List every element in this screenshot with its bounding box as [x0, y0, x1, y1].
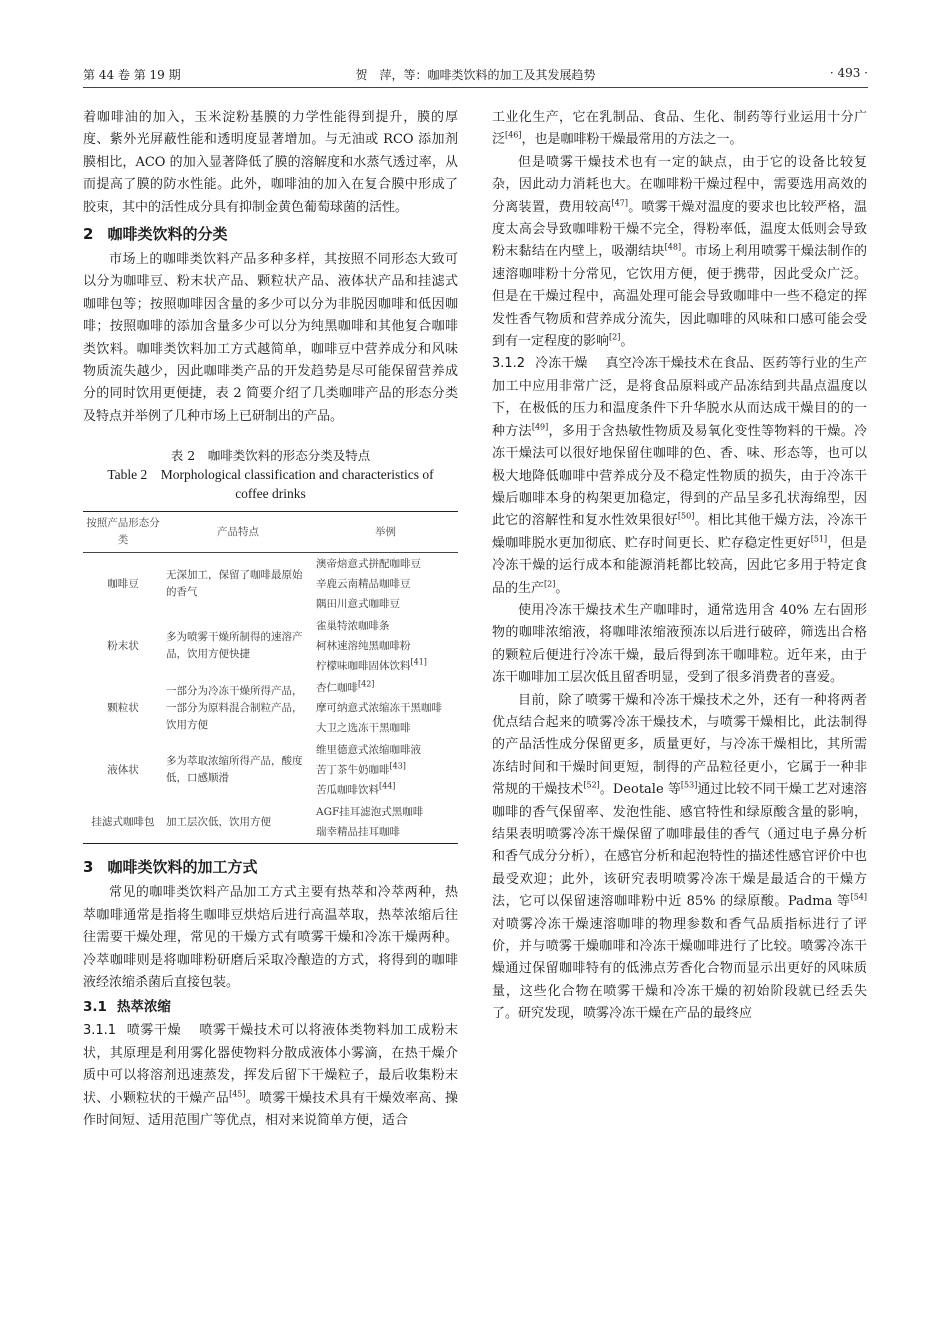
paragraph: 目前，除了喷雾干燥和冷冻干燥技术之外，还有一种将两者优点结合起来的喷雾冷冻干燥技术，与喷雾干燥相比，此法制得的产品活性成分保留更多，质量更好，与冷冻干燥相比，其所需冻结时间和干燥时间更短，制得的产品粒径更小，它属于一种非常规的干燥技术[52]。Deotale 等[53]通过比较不同干燥工艺对速溶咖啡的香气保留率、发泡性能、感官特性和绿原酸含量的影响，结果表明喷雾冷冻干燥保留了咖啡最佳的香气（通过电子鼻分析和香气成分分析），在感官分析和起泡特性的描述性感官评价中也最受欢迎；此外，该研究表明喷雾冷冻干燥是最适合的干燥方法，它可以保留速溶咖啡粉中近 85% 的绿原酸。Padma 等[54]对喷雾冷冻干燥速溶咖啡的物理参数和香气品质指标进行了评价，并与喷雾干燥咖啡和冷冻干燥咖啡进行了比较。喷雾冷冻干燥通过保留咖啡特有的低沸点芳香化合物而显示出更好的风味质量，这些化合物在喷雾干燥和冷冻干燥的初始阶段就已经丢失了。研究发现，喷雾冷冻干燥在产品的最终应 [492, 692, 867, 1022]
example-item: 苦丁茶牛奶咖啡[43] [316, 761, 406, 777]
paragraph: 市场上的咖啡类饮料产品多种多样，其按照不同形态大致可以分为咖啡豆、粉末状产品、颗粒状产品、液体状产品和挂滤式咖啡包等；按照咖啡因含量的多少可以分为非脱因咖啡和低因咖啡；按照咖啡的添加含量多少可以分为纯黑咖啡和其他复合咖啡类饮料。咖啡类饮料加工方式越简单，咖啡豆中营养成分和风味物质流失越少，因此咖啡类产品的开发趋势是尽可能保留营养成分的同时饮用更便捷，表 2 简要介绍了几类咖啡产品的形态分类及特点并举例了几种市场上已研制出的产品。 [83, 252, 458, 424]
page-number: · 493 · [829, 66, 868, 80]
example-cell [313, 553, 458, 616]
running-header [83, 64, 868, 86]
table-caption-en: Table 2 Morphological classification and characteristics of coffee drinks [107, 467, 434, 502]
citation: [44] [379, 781, 396, 791]
paragraph: 3.1.1 喷雾干燥 喷雾干燥技术可以将液体类物料加工成粉末状，其原理是利用雾化器使物料分散成液体小雾滴，在热干燥介质中可以将溶剂迅速蒸发，挥发后留下干燥粒子，最后收集粉末状、小颗粒状的干燥产品[45]。喷雾干燥技术具有干燥效率高、操作时间短、适用范围广等优点，相对来说简单方便，适合 [83, 1023, 458, 1128]
subsection-heading: 3.1 热萃浓缩 [83, 999, 171, 1016]
table-header: 产品特点 [163, 512, 313, 553]
table-row [83, 677, 458, 739]
citation: [43] [389, 761, 406, 771]
table-caption-cn: 表 2 咖啡类饮料的形态分类及特点 [170, 448, 371, 464]
table-header-row [83, 512, 458, 553]
feature-cell: 加工层次低，饮用方便 [166, 815, 271, 828]
paragraph: 3.1.2 冷冻干燥 真空冷冻干燥技术在食品、医药等行业的生产加工中应用非常广泛，是将食品原料或产品冻结到共晶点温度以下，在极低的压力和温度条件下升华脱水从而达成干燥目的的一种方法[49]，多用于含热敏性物质及易氧化变性等物料的干燥。冷冻干燥法可以很好地保留住咖啡的色、香、味、形态等，也可以极大地降低咖啡中营养成分及不稳定性物质的损失，由于冷冻干燥后咖啡本身的构架更加稳定，得到的产品呈多孔状海绵型，因此它的溶解性和复水性效果很好[50]。相比其他干燥方法，冷冻干燥咖啡脱水更加彻底、贮存时间更长、贮存稳定性更好[51]，但是冷冻干燥的运行成本和能源消耗都比较高，因此它多用于特定食品的生产[2]。 [492, 356, 867, 596]
example-item: 雀巢特浓咖啡条 [316, 620, 390, 633]
citation: [41] [410, 657, 427, 667]
example-cell [313, 739, 458, 801]
right-column [492, 107, 867, 1026]
table-header: 举例 [313, 512, 458, 553]
feature-cell: 多为萃取浓缩所得产品，酸度低，口感顺滑 [166, 755, 303, 785]
category-cell: 咖啡豆 [107, 577, 139, 590]
paragraph: 使用冷冻干燥技术生产咖啡时，通常选用含 40% 左右固形物的咖啡浓缩液，将咖啡浓缩液预冻以后进行破碎，筛选出合格的颗粒后便进行冷冻干燥，最后得到冻干咖啡粒。近年来，由于冻干咖啡加工层次低且留香明显，受到了很多消费者的喜爱。 [492, 602, 867, 686]
citation: [49] [531, 422, 549, 432]
citation: [51] [810, 534, 828, 544]
example-item: 大卫之选冻干黑咖啡 [316, 722, 411, 735]
citation: [42] [358, 679, 375, 689]
citation: [54] [850, 892, 867, 902]
table-header: 按照产品形态分类 [83, 512, 163, 553]
example-item: 摩可纳意式浓缩冻干黑咖啡 [316, 702, 442, 715]
paragraph: 工业化生产，它在乳制品、食品、生化、制药等行业运用十分广泛[46]，也是咖啡粉干燥最常用的方法之一。 [492, 110, 867, 148]
citation: [52] [583, 780, 600, 790]
example-item: AGF挂耳滤泡式黑咖啡 [316, 806, 424, 819]
citation: [53] [680, 780, 698, 790]
example-item: 瑞幸精品挂耳咖啡 [316, 826, 400, 839]
example-cell [313, 801, 458, 844]
article-running-title: 贺 萍，等：咖啡类饮料的加工及其发展趋势 [355, 68, 596, 82]
example-cell [313, 615, 458, 677]
feature-cell: 无深加工，保留了咖啡最原始的香气 [166, 569, 303, 599]
example-item: 苦瓜咖啡饮料[44] [316, 781, 396, 797]
section-heading: 2 咖啡类饮料的分类 [83, 225, 228, 244]
citation: [50] [677, 511, 695, 521]
category-cell: 挂滤式咖啡包 [91, 815, 155, 828]
citation: [47] [611, 198, 628, 208]
example-item: 柠檬味咖啡固体饮料[41] [316, 657, 427, 673]
feature-cell: 多为喷雾干燥所制得的速溶产品，饮用方便快捷 [166, 631, 303, 661]
citation: [48] [664, 243, 682, 253]
table-row [83, 615, 458, 677]
table-caption [83, 446, 458, 503]
header-divider [83, 87, 868, 88]
classification-table [83, 511, 458, 844]
example-item: 杏仁咖啡[42] [316, 679, 375, 695]
example-cell [313, 677, 458, 739]
section-heading: 3 咖啡类饮料的加工方式 [83, 858, 258, 877]
journal-volume: 第 44 卷 第 19 期 [83, 68, 181, 82]
category-cell: 粉末状 [107, 639, 139, 652]
left-column [83, 107, 458, 1132]
paragraph: 常见的咖啡类饮料产品加工方式主要有热萃和冷萃两种，热萃咖啡通常是指将生咖啡豆烘焙后进行高温萃取，热萃浓缩后往往需要干燥处理，常见的干燥方式有喷雾干燥和冷冻干燥两种。冷萃咖啡则是将咖啡粉研磨后采取冷酿造的方式，将得到的咖啡液经浓缩杀菌后直接包装。 [83, 885, 458, 990]
citation: [46] [505, 131, 522, 141]
table-row [83, 553, 458, 616]
example-item: 维里德意式浓缩咖啡液 [316, 744, 421, 757]
table-row [83, 801, 458, 844]
paragraph: 着咖啡油的加入，玉米淀粉基膜的力学性能得到提升，膜的厚度、紫外光屏蔽性能和透明度显著增加。与无油或 RCO 添加剂膜相比，ACO 的加入显著降低了膜的溶解度和水蒸气透过率，从而提高了膜的防水性能。此外，咖啡油的加入在复合膜中形成了胶束，其中的活性成分具有抑制金黄色葡萄球菌的活性。 [83, 110, 458, 215]
subsubsection-heading: 3.1.1 喷雾干燥 [83, 1023, 182, 1039]
paragraph: 但是喷雾干燥技术也有一定的缺点，由于它的设备比较复杂，因此动力消耗也大。在咖啡粉干燥过程中，需要选用高效的分离装置，费用较高[47]。喷雾干燥对温度的要求也比较严格，温度太高会导致咖啡粉干燥不完全，得粉率低，温度太低则会导致粉末黏结在内壁上，吸潮结块[48]。市场上利用喷雾干燥法制作的速溶咖啡粉十分常见，它饮用方便，便于携带，因此受众广泛。但是在干燥过程中，高温处理可能会导致咖啡中一些不稳定的挥发性香气物质和营养成分流失，因此咖啡的风味和口感可能会受到有一定程度的影响[2]。 [492, 154, 867, 350]
example-item: 辛鹿云南精品咖啡豆 [316, 578, 411, 591]
example-item: 柯林速溶纯黑咖啡粉 [316, 640, 411, 653]
subsubsection-heading: 3.1.2 冷冻干燥 [492, 356, 588, 372]
feature-cell: 一部分为冷冻干燥所得产品，一部分为原料混合制粒产品，饮用方便 [166, 684, 303, 731]
example-item: 澳帝焙意式拼配咖啡豆 [316, 558, 421, 571]
category-cell: 颗粒状 [107, 701, 139, 714]
citation: [2] [544, 579, 556, 589]
table-row [83, 739, 458, 801]
citation: [45] [229, 1089, 246, 1099]
citation: [2] [609, 332, 621, 342]
category-cell: 液体状 [107, 763, 139, 776]
example-item: 隅田川意式咖啡豆 [316, 598, 400, 611]
